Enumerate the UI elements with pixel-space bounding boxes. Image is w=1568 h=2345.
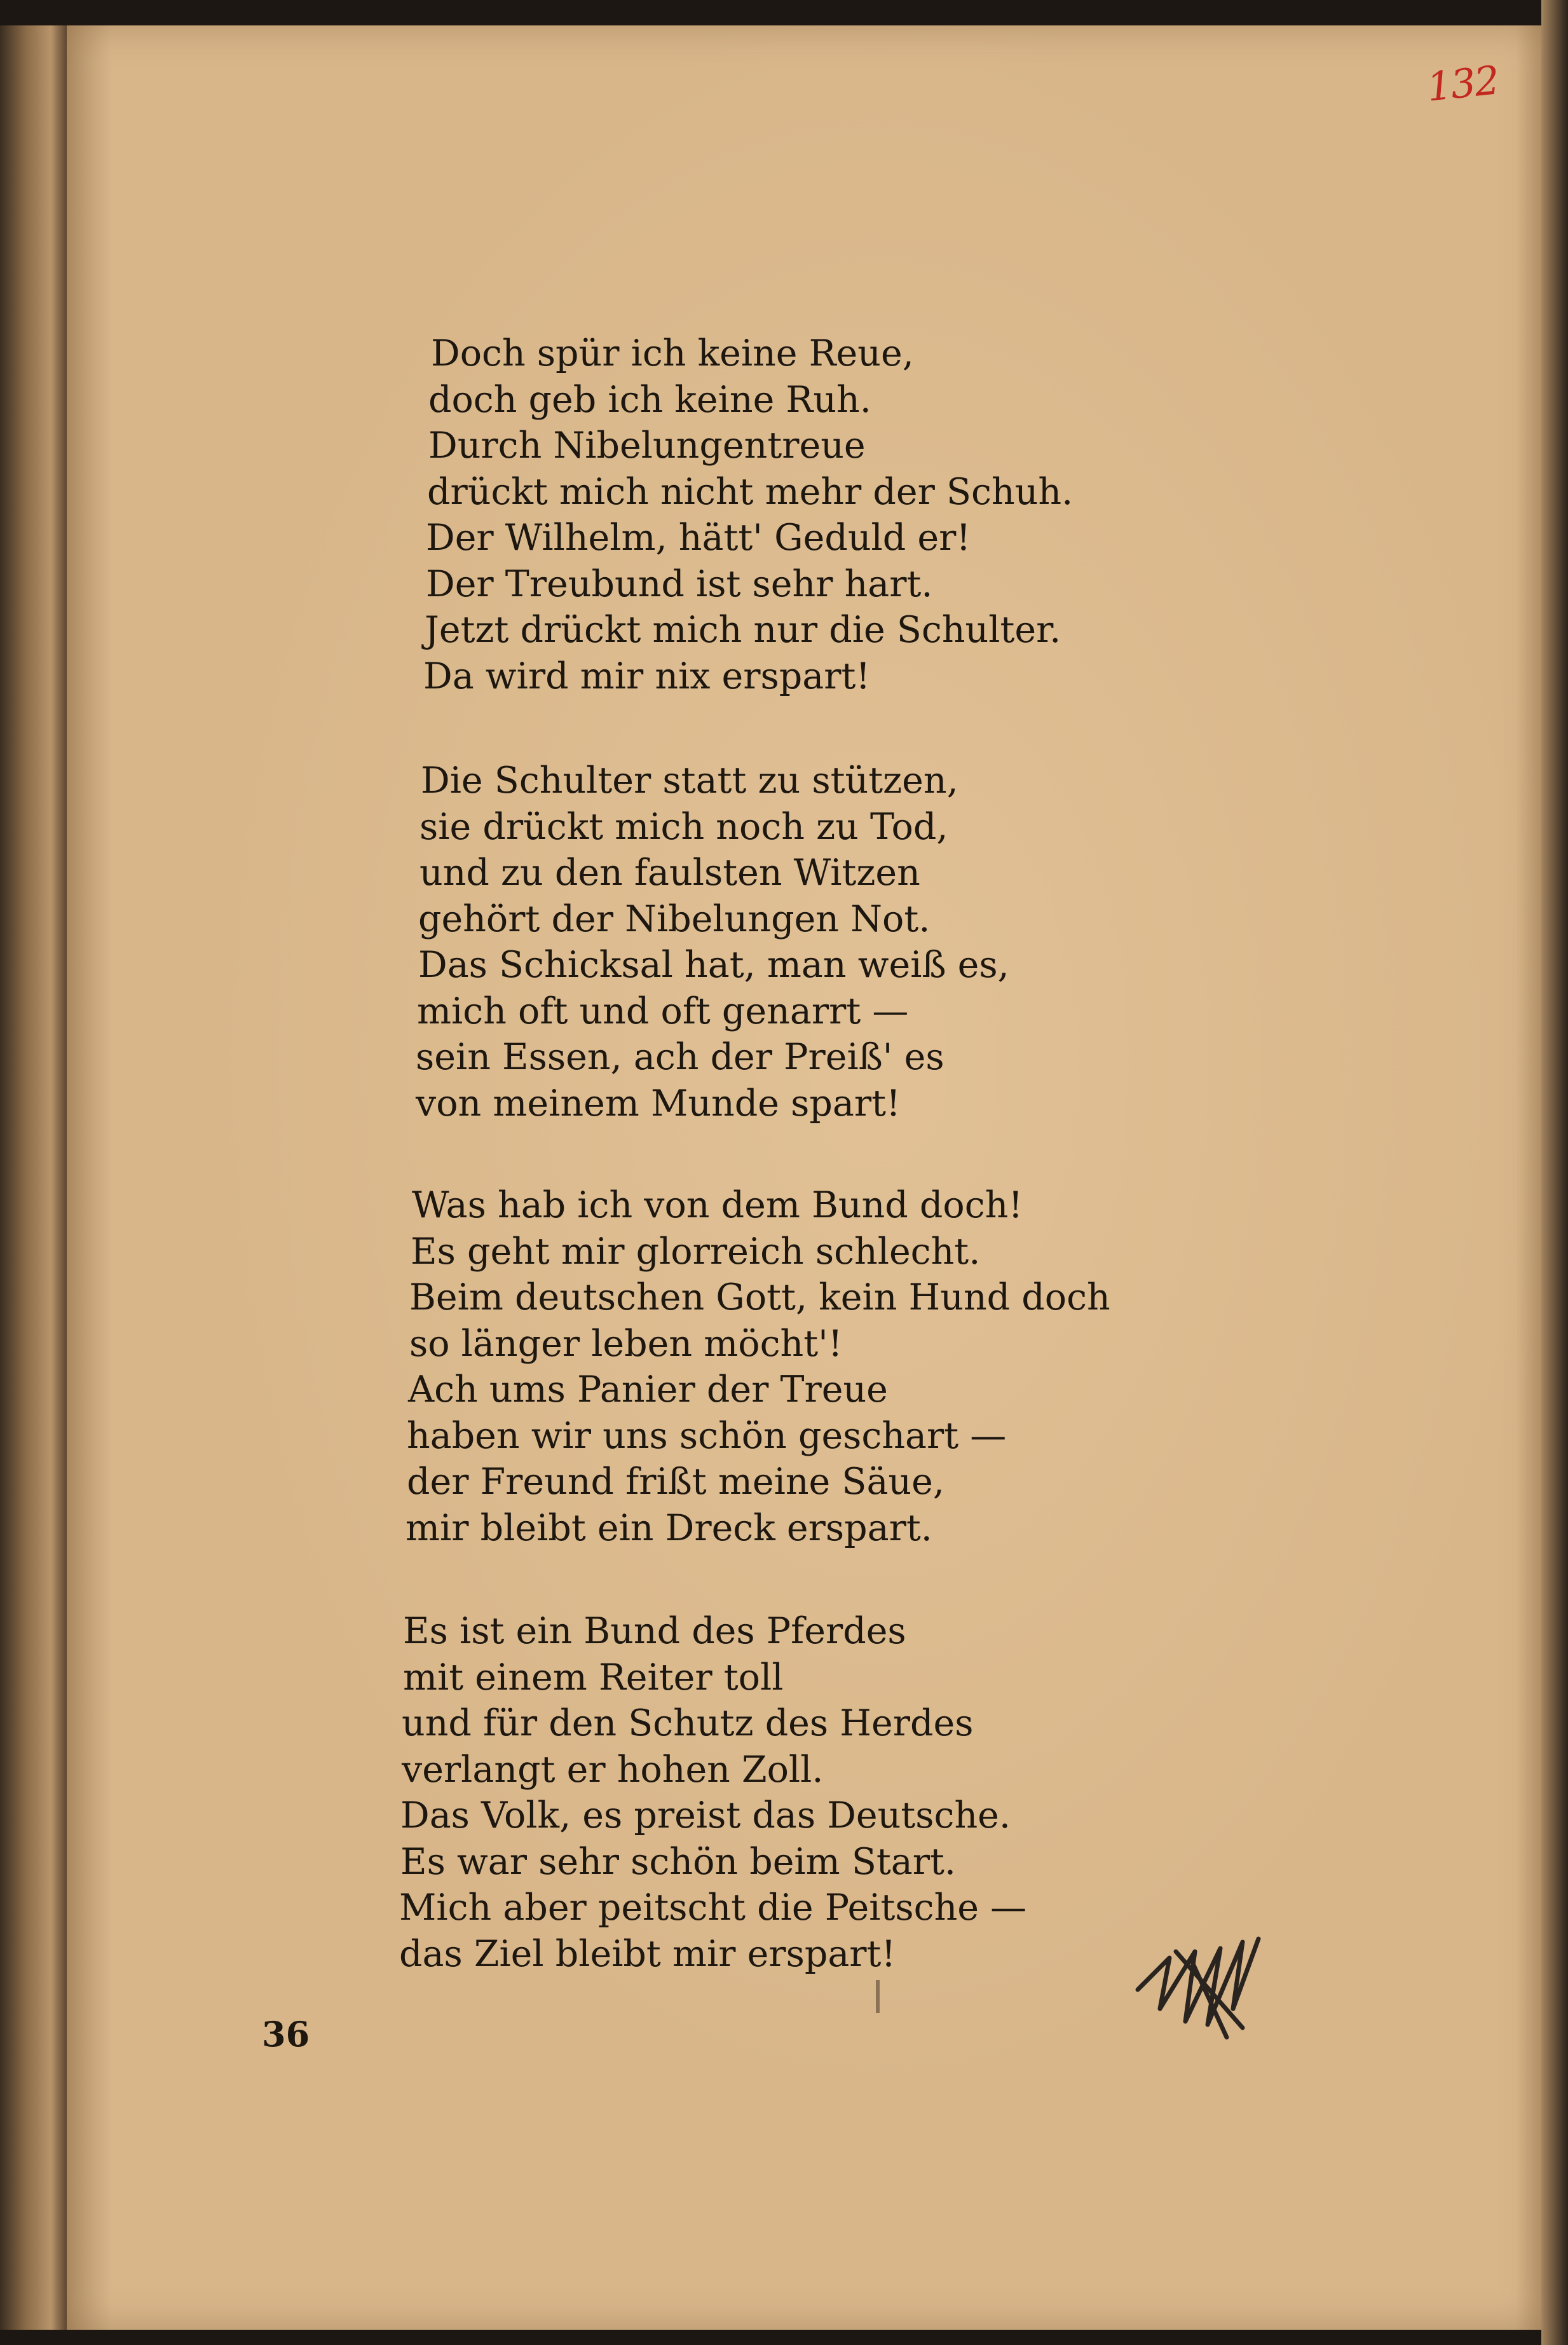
poem-line: doch geb ich keine Ruh. [428, 378, 871, 421]
poem-line: der Freund frißt meine Säue, [407, 1461, 944, 1503]
poem-line: mir bleibt ein Dreck erspart. [406, 1507, 932, 1549]
page-number: 36 [262, 2014, 310, 2054]
poem-line: Doch spür ich keine Reue, [431, 332, 914, 374]
poem-line: Es war sehr schön beim Start. [400, 1840, 957, 1883]
poem-line: so länger leben möcht'! [409, 1322, 843, 1365]
poem-line: gehört der Nibelungen Not. [418, 898, 931, 940]
poem-line: Die Schulter statt zu stützen, [421, 760, 958, 802]
stanza-1 [394, 331, 1073, 699]
poem-line: sie drückt mich noch zu Tod, [419, 805, 948, 848]
poem-line: mich oft und oft genarrt — [417, 990, 909, 1032]
poem-line: und für den Schutz des Herdes [402, 1702, 974, 1744]
pencil-mark [876, 1980, 880, 2013]
poem-line: Jetzt drückt mich nur die Schulter. [425, 609, 1061, 651]
poem-line: sein Essen, ach der Preiß' es [416, 1036, 944, 1078]
stanza-4 [394, 1608, 1026, 1977]
poem-line: Durch Nibelungentreue [428, 425, 866, 467]
poem-line: Mich aber peitscht die Peitsche — [399, 1887, 1027, 1929]
poem-line: und zu den faulsten Witzen [419, 852, 920, 894]
pencil-signature-scribble [1131, 1913, 1265, 2047]
poem-line: Da wird mir nix erspart! [423, 655, 871, 697]
poem-line: Es ist ein Bund des Pferdes [403, 1610, 906, 1652]
stanza-3 [394, 1182, 1110, 1551]
poem-line: Beim deutschen Gott, kein Hund doch [409, 1276, 1110, 1318]
poem-line: haben wir uns schön geschart — [407, 1414, 1007, 1457]
poem-line: Es geht mir glorreich schlecht. [411, 1230, 981, 1273]
poem-line: mit einem Reiter toll [403, 1656, 784, 1699]
stanza-2 [394, 758, 1009, 1126]
poem-line: von meinem Munde spart! [416, 1082, 901, 1125]
poem-line: Das Schicksal hat, man weiß es, [418, 944, 1009, 986]
poem-line: verlangt er hohen Zoll. [402, 1748, 824, 1791]
facing-page-edge [0, 25, 67, 2330]
page-right-edge [1541, 0, 1568, 2345]
poem-line: Der Wilhelm, hätt' Geduld er! [426, 517, 971, 559]
poem-line: Das Volk, es preist das Deutsche. [400, 1795, 1011, 1836]
poem-line: Ach ums Panier der Treue [408, 1369, 888, 1411]
poem-line: Der Treubund ist sehr hart. [426, 563, 933, 605]
poem-line: Was hab ich von dem Bund doch! [412, 1184, 1023, 1226]
poem-line: das Ziel bleibt mir erspart! [399, 1932, 896, 1975]
poem-line: drückt mich nicht mehr der Schuh. [427, 470, 1074, 513]
handwritten-folio-number: 132 [1424, 57, 1501, 111]
